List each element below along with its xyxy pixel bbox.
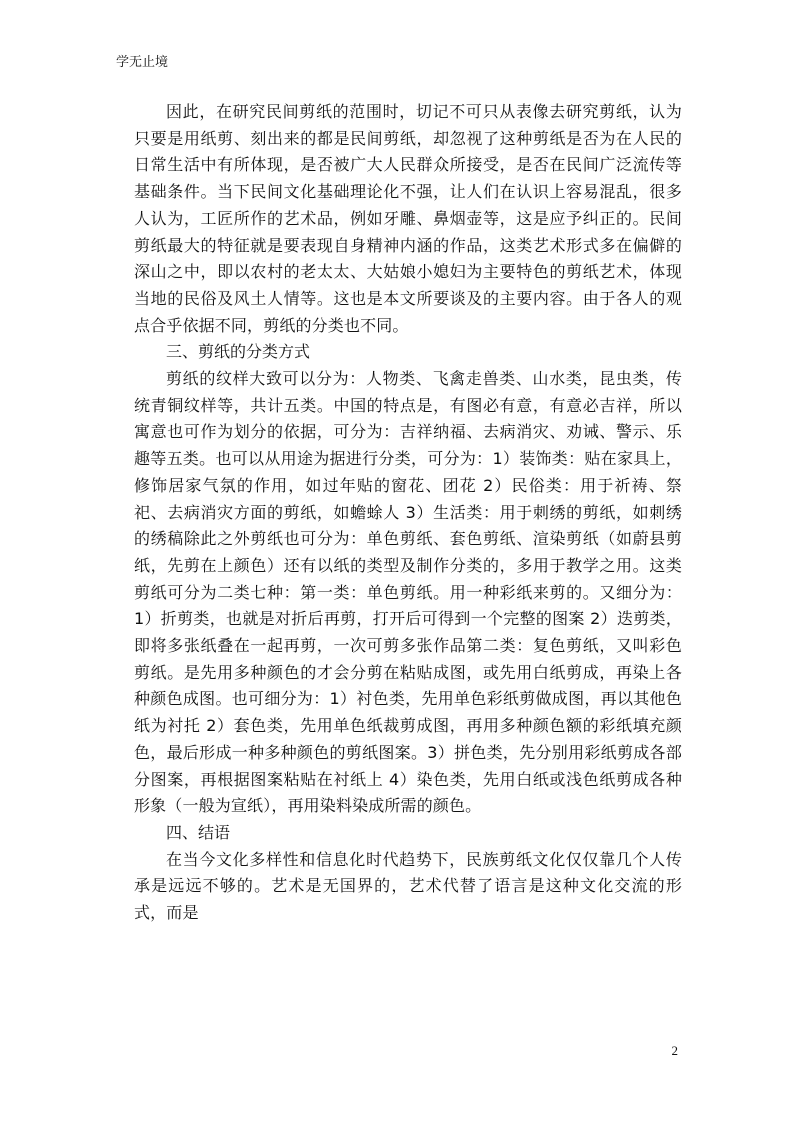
page-header: 学无止境 [116, 55, 169, 70]
body-paragraph: 剪纸的纹样大致可以分为：人物类、飞禽走兽类、山水类，昆虫类，传统青铜纹样等，共计五类。中国的特点是，有图必有意，有意必吉祥，所以寓意也可作为划分的依据，可分为：吉祥纳福、去病消灾、劝诫、警示、乐趣等五类。也可以从用途为据进行分类，可分为：1）装饰类：贴在家具上，修饰居家气氛的作用，如过年贴的窗花、团花 2）民俗类：用于祈祷、祭祀、去病消灾方面的剪纸，如蟾蜍人 3）生活类：用于刺绣的剪纸，如刺绣的绣稿除此之外剪纸也可分为：单色剪纸、套色剪纸、渲染剪纸（如蔚县剪纸，先剪在上颜色）还有以纸的类型及制作分类的，多用于教学之用。这类剪纸可分为二类七种：第一类：单色剪纸。用一种彩纸来剪的。又细分为：1）折剪类，也就是对折后再剪，打开后可得到一个完整的图案 2）迭剪类，即将多张纸叠在一起再剪，一次可剪多张作品第二类：复色剪纸，又叫彩色剪纸。是先用多种颜色的才会分剪在粘贴成图，或先用白纸剪成，再染上各种颜色成图。也可细分为：1）衬色类，先用单色彩纸剪做成图，再以其他色纸为衬托 2）套色类，先用单色纸裁剪成图，再用多种颜色额的彩纸填充颜色，最后形成一种多种颜色的剪纸图案。3）拼色类，先分别用彩纸剪成各部分图案，再根据图案粘贴在衬纸上 4）染色类，先用白纸或浅色纸剪成各种形象（一般为宣纸），再用染料染成所需的颜色。 [134, 369, 682, 816]
page-number: 2 [671, 1043, 678, 1058]
section-heading: 三、剪纸的分类方式 [166, 342, 311, 362]
body-paragraph: 在当今文化多样性和信息化时代趋势下，民族剪纸文化仅仅靠几个人传承是远远不够的。艺术是无国界的，艺术代替了语言是这种文化交流的形式，而是 [134, 849, 682, 923]
document-body [134, 99, 682, 927]
body-paragraph: 因此，在研究民间剪纸的范围时，切记不可只从表像去研究剪纸，认为只要是用纸剪、刻出来的都是民间剪纸，却忽视了这种剪纸是否为在人民的日常生活中有所体现，是否被广大人民群众所接受，是否在民间广泛流传等基础条件。当下民间文化基础理论化不强，让人们在认识上容易混乱，很多人认为，工匠所作的艺术品，例如牙雕、鼻烟壶等，这是应予纠正的。民间剪纸最大的特征就是要表现自身精神内涵的作品，这类艺术形式多在偏僻的深山之中，即以农村的老太太、大姑娘小媳妇为主要特色的剪纸艺术，体现当地的民俗及风土人情等。这也是本文所要谈及的主要内容。由于各人的观点合乎依据不同，剪纸的分类也不同。 [134, 102, 682, 335]
section-heading: 四、结语 [166, 822, 231, 842]
